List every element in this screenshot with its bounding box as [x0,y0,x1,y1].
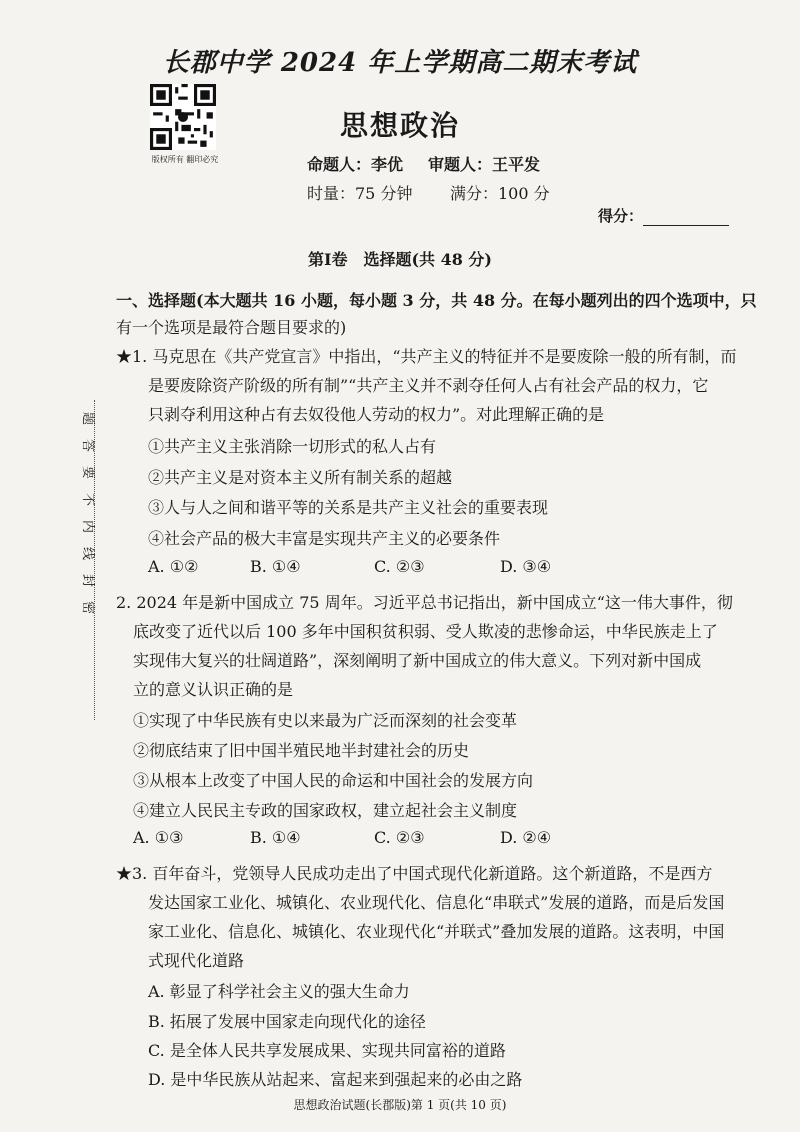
seal-char: 封 [80,573,96,588]
page-footer: 思想政治试题(长郡版)第 1 页(共 10 页) [293,1098,507,1112]
question-line: 式现代化道路 [148,951,245,970]
score-label: 得分： [598,207,644,225]
statement: ②彻底结束了旧中国半殖民地半封建社会的历史 [133,741,470,760]
option-c: C. ②③ [374,828,425,847]
question-line: 发达国家工业化、城镇化、农业现代化、信息化“串联式”发展的道路，而是后发国 [148,893,725,912]
seal-char: 密 [80,600,96,615]
instructions-line-1: 一、选择题(本大题共 16 小题，每小题 3 分，共 48 分。在每小题列出的四个选项中，只 [116,291,757,310]
question-line: ★1. 马克思在《共产党宣言》中指出，“共产主义的特征并不是要废除一般的所有制，而 [116,347,737,366]
seal-char: 内 [80,519,96,534]
option-a: A. ①③ [133,828,184,847]
option-d: D. ②④ [500,828,552,847]
section-heading: 第Ⅰ卷 选择题(共 48 分) [307,250,493,269]
option-b: B. ①④ [250,828,301,847]
choice-a: A. 彰显了科学社会主义的强大生命力 [148,982,410,1001]
statement: ④建立人民民主专政的国家政权，建立起社会主义制度 [133,801,518,820]
qr-caption: 版权所有 翻印必究 [151,155,219,164]
question-line: 只剥夺利用这种占有去奴役他人劳动的权力”。对此理解正确的是 [148,405,605,424]
question-line: 家工业化、信息化、城镇化、农业现代化“并联式”叠加发展的道路。这表明，中国 [148,922,725,941]
statement: ③人与人之间和谐平等的关系是共产主义社会的重要表现 [148,498,549,517]
question-line: 底改变了近代以后 100 多年中国积贫积弱、受人欺凌的悲惨命运，中华民族走上了 [133,622,718,641]
statement: ④社会产品的极大丰富是实现共产主义的必要条件 [148,529,501,548]
statement: ②共产主义是对资本主义所有制关系的超越 [148,468,453,487]
seal-char: 线 [80,546,96,561]
exam-title: 长郡中学 2024 年上学期高二期末考试 [162,48,638,78]
seal-char: 题 [80,411,96,426]
full-score-label: 满分：100 分 [450,184,550,203]
question-line: 实现伟大复兴的壮阔道路”，深刻阐明了新中国成立的伟大意义。下列对新中国成 [133,651,702,670]
seal-char: 不 [80,492,96,507]
choice-b: B. 拓展了发展中国家走向现代化的途径 [148,1012,426,1031]
statement: ①共产主义主张消除一切形式的私人占有 [148,437,437,456]
option-a: A. ①② [148,557,199,576]
option-b: B. ①④ [250,557,301,576]
question-line: 立的意义认识正确的是 [133,680,294,699]
choice-d: D. 是中华民族从站起来、富起来到强起来的必由之路 [148,1070,523,1089]
option-d: D. ③④ [500,557,552,576]
reviewer-label: 审题人：王平发 [428,155,541,174]
statement: ①实现了中华民族有史以来最为广泛而深刻的社会变革 [133,711,518,730]
question-line: ★3. 百年奋斗，党领导人民成功走出了中国式现代化新道路。这个新道路，不是西方 [116,864,713,883]
duration-label: 时量：75 分钟 [307,184,413,203]
seal-strip [78,405,98,621]
setter-label: 命题人：李优 [307,155,404,174]
option-c: C. ②③ [374,557,425,576]
question-line: 2. 2024 年是新中国成立 75 周年。习近平总书记指出，新中国成立“这一伟大事件，彻 [116,593,733,612]
subject-title: 思想政治 [339,109,460,142]
statement: ③从根本上改变了中国人民的命运和中国社会的发展方向 [133,771,534,790]
score-field [598,205,729,226]
seal-char: 答 [80,438,96,453]
instructions-line-2: 有一个选项是最符合题目要求的) [116,318,347,337]
question-line: 是要废除资产阶级的所有制”“共产主义并不剥夺任何人占有社会产品的权力，它 [148,376,709,395]
seal-char: 要 [80,465,96,480]
score-blank [643,211,729,226]
choice-c: C. 是全体人民共享发展成果、实现共同富裕的道路 [148,1041,506,1060]
